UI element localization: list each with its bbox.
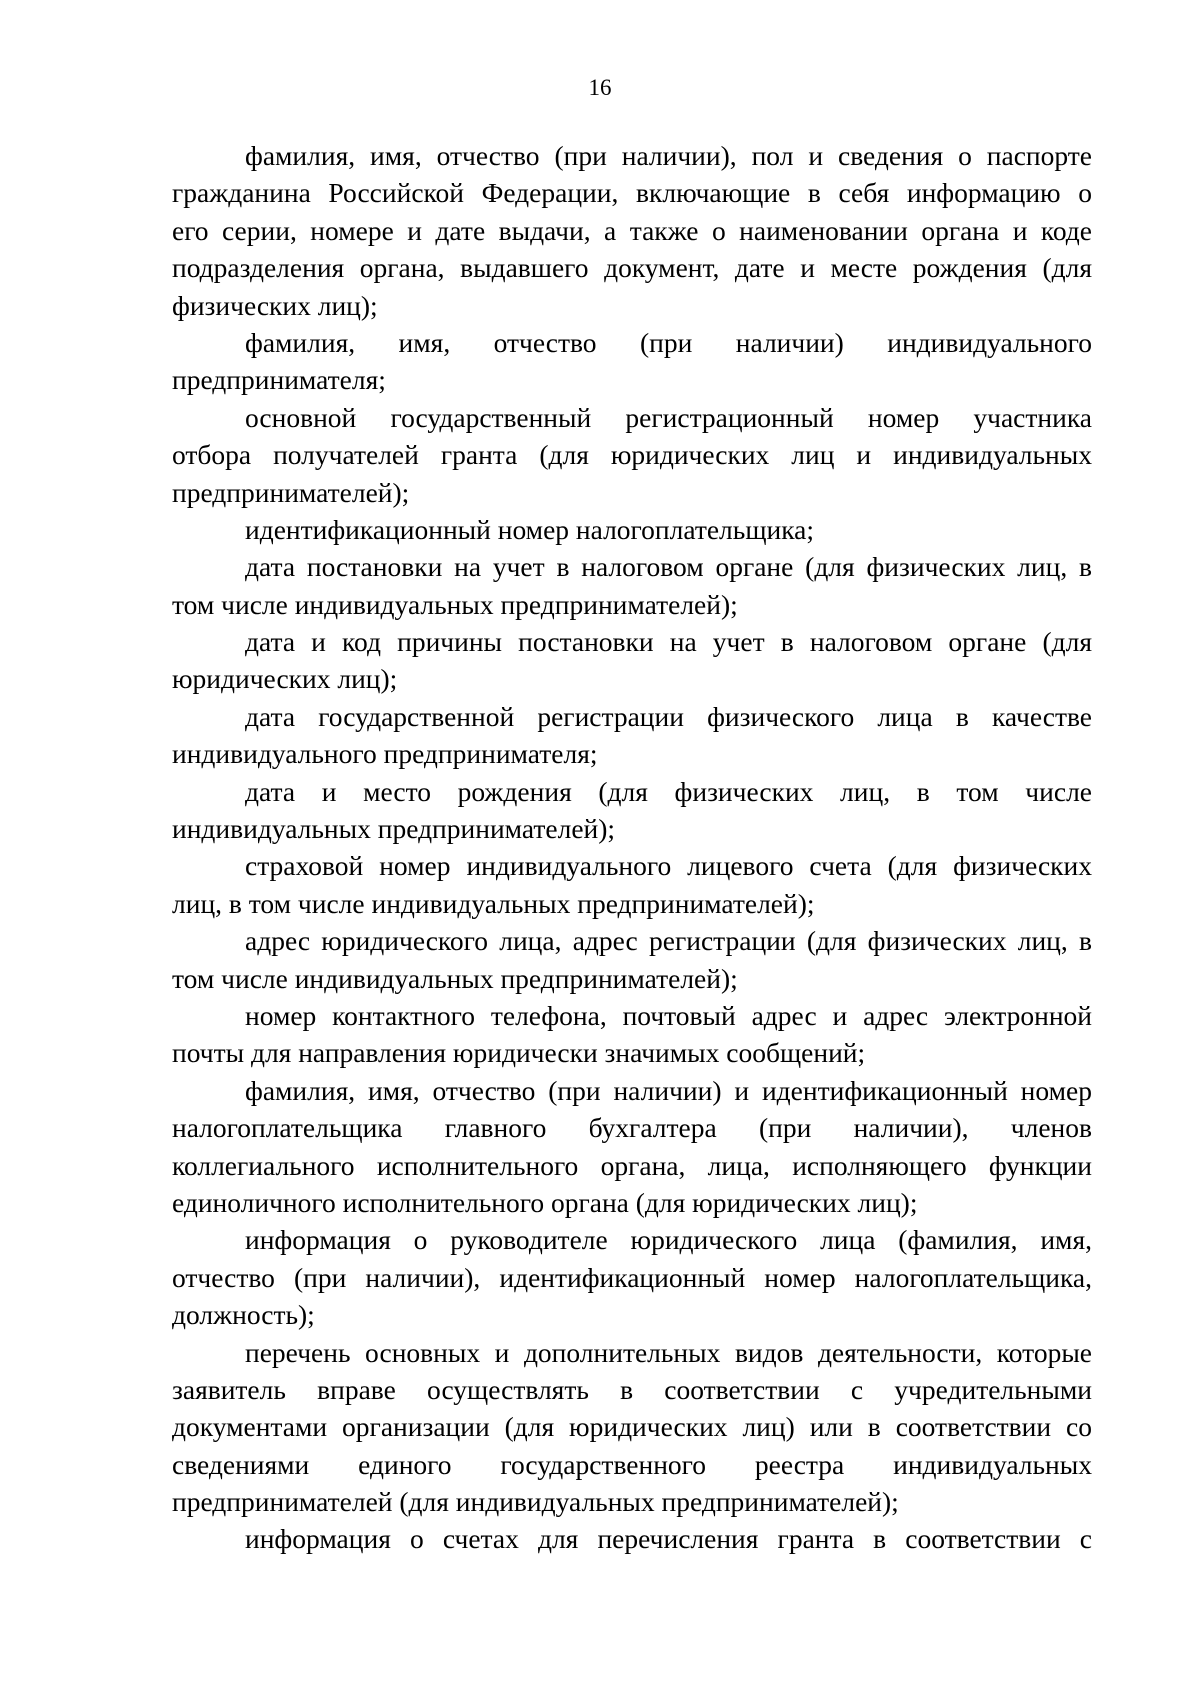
list-item <box>172 1072 1092 1222</box>
list-item <box>172 137 1092 324</box>
text-line: дата постановки на учет в налоговом органе (для физических лиц, в <box>245 551 1092 583</box>
text-line: индивидуального предпринимателя; <box>172 738 598 770</box>
text-line: заявитель вправе осуществлять в соответствии с учредительными <box>172 1373 1092 1405</box>
list-item <box>172 623 1092 698</box>
text-line: подразделения органа, выдавшего документ, дате и месте рождения (для <box>172 252 1092 284</box>
list-item <box>172 1520 1092 1557</box>
text-line: фамилия, имя, отчество (при наличии), пол и сведения о паспорте <box>245 140 1092 171</box>
text-line: юридических лиц); <box>172 663 398 695</box>
text-line: должность); <box>172 1299 315 1331</box>
list-item <box>172 511 1092 548</box>
list-item <box>172 847 1092 922</box>
text-line: документами организации (для юридических лиц) или в соответствии со <box>172 1411 1092 1443</box>
text-line: идентификационный номер налогоплательщика; <box>245 513 815 545</box>
text-line: коллегиального исполнительного органа, лица, исполняющего функции <box>172 1149 1092 1181</box>
text-line: информация о руководителе юридического лица (фамилия, имя, <box>245 1224 1092 1256</box>
list-item <box>172 773 1092 848</box>
text-line: налогоплательщика главного бухгалтера (при наличии), членов <box>172 1112 1092 1144</box>
list-item <box>172 698 1092 773</box>
list-item <box>172 324 1092 399</box>
text-line: дата и код причины постановки на учет в налоговом органе (для <box>245 626 1092 658</box>
text-line: предпринимателя; <box>172 364 386 396</box>
text-line: физических лиц); <box>172 289 378 321</box>
list-item <box>172 548 1092 623</box>
page-number: 16 <box>588 75 612 100</box>
text-line: номер контактного телефона, почтовый адрес и адрес электронной <box>245 999 1092 1031</box>
text-line: фамилия, имя, отчество (при наличии) индивидуального <box>245 326 1092 358</box>
list-item <box>172 1334 1092 1521</box>
list-item <box>172 997 1092 1072</box>
text-line: отбора получателей гранта (для юридических лиц и индивидуальных <box>172 439 1092 471</box>
document-body <box>172 137 1092 1558</box>
text-line: единоличного исполнительного органа (для юридических лиц); <box>172 1186 918 1218</box>
text-line: его серии, номере и дате выдачи, а также о наименовании органа и коде <box>172 214 1092 246</box>
text-line: гражданина Российской Федерации, включающие в себя информацию о <box>172 177 1092 209</box>
list-item <box>172 1221 1092 1333</box>
text-line: информация о счетах для перечисления гранта в соответствии с <box>245 1523 1092 1555</box>
text-line: том числе индивидуальных предпринимателей); <box>172 962 738 994</box>
text-line: адрес юридического лица, адрес регистрации (для физических лиц, в <box>245 925 1092 957</box>
text-line: отчество (при наличии), идентификационный номер налогоплательщика, <box>172 1261 1092 1293</box>
list-item <box>172 399 1092 511</box>
text-line: предпринимателей); <box>172 476 410 508</box>
text-line: основной государственный регистрационный номер участника <box>245 401 1092 433</box>
text-line: лиц, в том числе индивидуальных предпринимателей); <box>172 887 815 919</box>
text-line: почты для направления юридически значимых сообщений; <box>172 1037 866 1069</box>
text-line: индивидуальных предпринимателей); <box>172 813 616 845</box>
text-line: предпринимателей (для индивидуальных предпринимателей); <box>172 1486 899 1518</box>
text-line: перечень основных и дополнительных видов деятельности, которые <box>245 1336 1092 1368</box>
text-line: сведениями единого государственного реестра индивидуальных <box>172 1448 1092 1480</box>
text-line: фамилия, имя, отчество (при наличии) и идентификационный номер <box>245 1074 1092 1106</box>
text-line: дата государственной регистрации физического лица в качестве <box>245 700 1092 732</box>
text-line: страховой номер индивидуального лицевого счета (для физических <box>245 850 1092 882</box>
list-item <box>172 922 1092 997</box>
text-line: дата и место рождения (для физических лиц, в том числе <box>245 775 1092 807</box>
text-line: том числе индивидуальных предпринимателей); <box>172 588 738 620</box>
